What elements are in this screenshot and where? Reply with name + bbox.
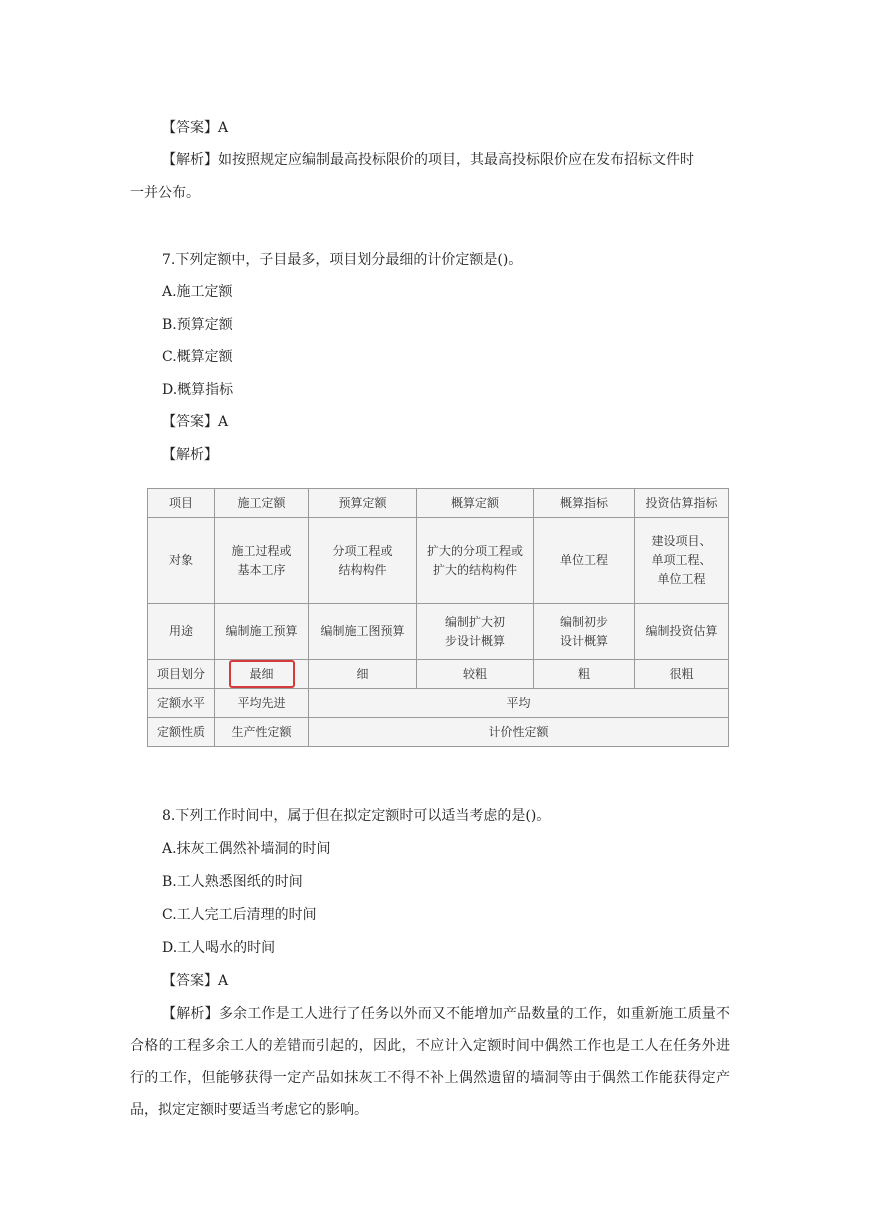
q7-option-b: B.预算定额 xyxy=(162,317,233,333)
table-cell: 施工过程或 基本工序 xyxy=(215,518,309,604)
table-cell: 粗 xyxy=(534,660,635,689)
table-row-level xyxy=(148,689,729,718)
q8-analysis: 【解析】多余工作是工人进行了任务以外而又不能增加产品数量的工作，如重新施工质量不合格的工程多余工人的差错而引起的，因此，不应计入定额时间中偶然工作也是工人在任务外进行的工作，但能够获得一定产品如抹灰工不得不补上偶然遗留的墙洞等由于偶然工作能获得定产品，拟定定额时要适当考虑它的影响。 xyxy=(130,1006,730,1118)
table-cell: 建设项目、 单项工程、 单位工程 xyxy=(635,518,729,604)
q7-option-c: C.概算定额 xyxy=(162,349,233,365)
table-cell-highlighted xyxy=(215,660,309,689)
table-cell: 编制施工预算 xyxy=(215,604,309,660)
table-cell: 计价性定额 xyxy=(309,718,729,747)
table-cell: 平均 xyxy=(309,689,729,718)
q8-option-a: A.抹灰工偶然补墙洞的时间 xyxy=(162,841,331,857)
table-cell: 编制初步 设计概算 xyxy=(534,604,635,660)
table-cell: 较粗 xyxy=(417,660,534,689)
q6-analysis-line2: 一并公布。 xyxy=(130,185,200,201)
table-cell: 概算指标 xyxy=(534,489,635,518)
table-cell: 很粗 xyxy=(635,660,729,689)
quota-comparison-table xyxy=(147,488,729,747)
q6-answer: 【答案】A xyxy=(162,120,229,136)
q8-option-b: B.工人熟悉图纸的时间 xyxy=(162,874,303,890)
table-cell: 定额性质 xyxy=(148,718,215,747)
table-cell: 生产性定额 xyxy=(215,718,309,747)
table-row-nature xyxy=(148,718,729,747)
table-cell: 投资估算指标 xyxy=(635,489,729,518)
q7-option-d: D.概算指标 xyxy=(162,382,234,398)
q8-option-c: C.工人完工后清理的时间 xyxy=(162,907,317,923)
table-cell: 编制施工图预算 xyxy=(309,604,417,660)
table-cell: 施工定额 xyxy=(215,489,309,518)
table-cell: 定额水平 xyxy=(148,689,215,718)
table-cell: 预算定额 xyxy=(309,489,417,518)
table-cell: 项目划分 xyxy=(148,660,215,689)
table-row-header xyxy=(148,489,729,518)
quota-comparison-table-image xyxy=(147,488,728,746)
table-cell: 项目 xyxy=(148,489,215,518)
table-cell: 用途 xyxy=(148,604,215,660)
table-cell: 细 xyxy=(309,660,417,689)
q8-option-d: D.工人喝水的时间 xyxy=(162,940,276,956)
red-highlight-box: 最细 xyxy=(229,660,295,688)
q8-answer: 【答案】A xyxy=(162,973,229,989)
q6-analysis-line1: 【解析】如按照规定应编制最高投标限价的项目，其最高投标限价应在发布招标文件时 xyxy=(162,152,694,168)
q8-question: 8.下列工作时间中，属于但在拟定定额时可以适当考虑的是()。 xyxy=(162,808,551,824)
table-cell: 概算定额 xyxy=(417,489,534,518)
table-cell: 分项工程或 结构构件 xyxy=(309,518,417,604)
table-cell: 对象 xyxy=(148,518,215,604)
table-cell: 平均先进 xyxy=(215,689,309,718)
table-cell: 编制投资估算 xyxy=(635,604,729,660)
table-cell: 扩大的分项工程或 扩大的结构构件 xyxy=(417,518,534,604)
table-cell: 单位工程 xyxy=(534,518,635,604)
q7-analysis-label: 【解析】 xyxy=(162,447,218,463)
table-row-use xyxy=(148,604,729,660)
q7-question: 7.下列定额中，子目最多，项目划分最细的计价定额是()。 xyxy=(162,252,523,268)
q7-answer: 【答案】A xyxy=(162,414,229,430)
table-row-division xyxy=(148,660,729,689)
q7-option-a: A.施工定额 xyxy=(162,284,233,300)
table-cell: 编制扩大初 步设计概算 xyxy=(417,604,534,660)
table-row-object xyxy=(148,518,729,604)
